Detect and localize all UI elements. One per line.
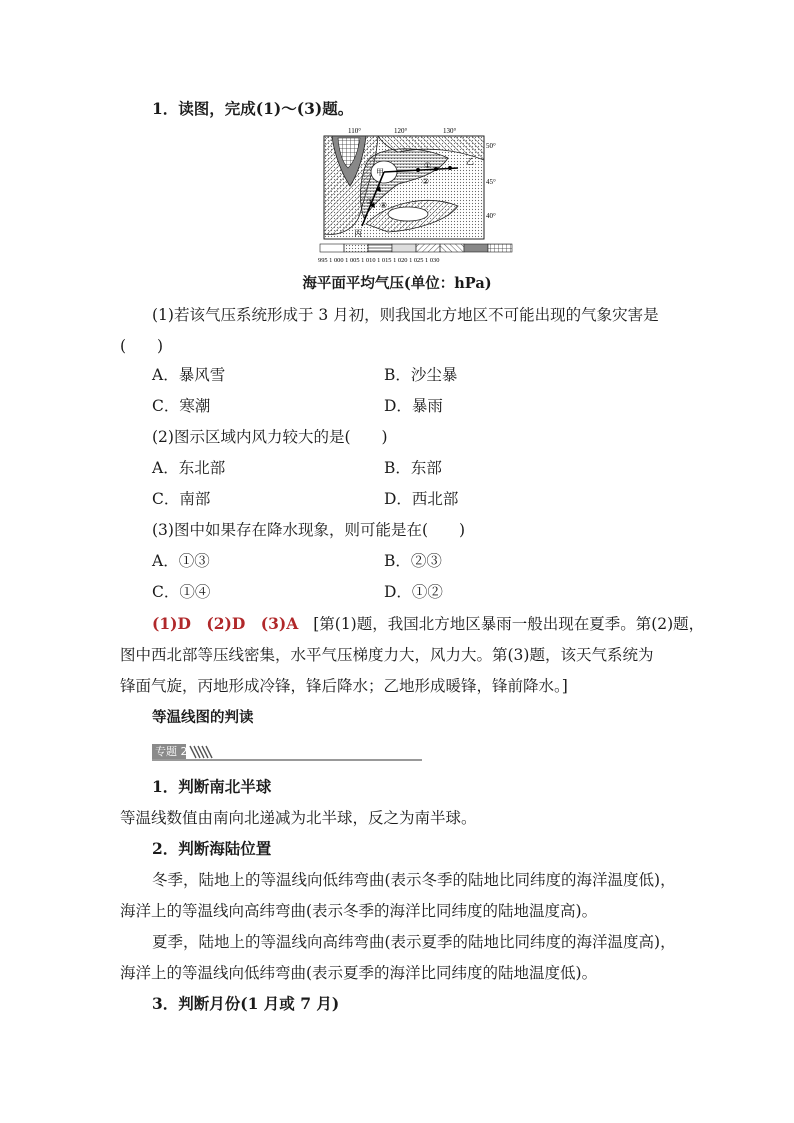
q3-option-a: A．①③ xyxy=(152,552,210,570)
s3-title: 3．判断月份(1 月或 7 月) xyxy=(152,994,340,1013)
q1-stem: (1)若该气压系统形成于 3 月初，则我国北方地区不可能出现的气象灾害是 xyxy=(152,306,659,324)
marker-2: ② xyxy=(422,177,430,186)
lon-label-120: 120° xyxy=(394,127,408,135)
q1-option-a: A．暴风雪 xyxy=(152,366,226,384)
s2-p1-line1: 冬季，陆地上的等温线向低纬弯曲(表示冬季的陆地比同纬度的海洋温度低)， xyxy=(152,871,676,889)
q2-option-b: B．东部 xyxy=(384,459,442,477)
marker-3: ③ xyxy=(366,197,374,206)
lon-label-110: 110° xyxy=(348,127,362,135)
q3-stem: (3)图中如果存在降水现象，则可能是在( ) xyxy=(152,521,466,539)
q1-option-c: C．寒潮 xyxy=(152,397,211,415)
q1-answer-paren: ( ) xyxy=(120,337,164,355)
place-label-jia: 甲 xyxy=(376,168,384,177)
question-1-title: 1．读图，完成(1)～(3)题。 xyxy=(152,99,354,118)
s2-title: 2．判断海陆位置 xyxy=(152,839,272,858)
pressure-legend xyxy=(320,244,512,252)
s2-p1-line2: 海洋上的等温线向高纬弯曲(表示冬季的海洋比同纬度的陆地温度高)。 xyxy=(120,902,598,920)
s1-text: 等温线数值由南向北递减为北半球，反之为南半球。 xyxy=(120,809,477,827)
answer-explanation-3: 锋面气旋，丙地形成冷锋，锋后降水；乙地形成暖锋，锋前降水。] xyxy=(120,677,568,695)
q1-option-b: B．沙尘暴 xyxy=(384,366,458,384)
section-title: 等温线图的判读 xyxy=(152,709,254,726)
pressure-map-figure xyxy=(318,124,514,266)
place-label-bing: 丙 xyxy=(354,229,362,238)
lat-label-50: 50° xyxy=(486,142,496,150)
topic-banner xyxy=(152,742,422,762)
topic-banner-label: 专题 2 xyxy=(155,745,188,758)
s2-p2-line2: 海洋上的等温线向低纬弯曲(表示夏季的海洋比同纬度的陆地温度低)。 xyxy=(120,964,598,982)
q3-option-d: D．①② xyxy=(384,583,443,601)
map-caption: 海平面平均气压(单位：hPa) xyxy=(302,275,492,292)
front-mark xyxy=(434,167,438,171)
pressure-map xyxy=(318,124,514,266)
answer-line-1 xyxy=(152,613,704,635)
lat-label-45: 45° xyxy=(486,178,496,186)
south-ellipse xyxy=(388,207,428,221)
q1-option-d: D．暴雨 xyxy=(384,397,443,415)
s2-p2-line1: 夏季，陆地上的等温线向高纬弯曲(表示夏季的陆地比同纬度的海洋温度高)， xyxy=(152,933,676,951)
front-mark xyxy=(416,168,420,172)
q2-option-c: C．南部 xyxy=(152,490,211,508)
q2-option-a: A．东北部 xyxy=(152,459,226,477)
front-mark xyxy=(448,166,452,170)
answer-explanation-2: 图中西北部等压线密集，水平气压梯度力大，风力大。第(3)题，该天气系统为 xyxy=(120,646,654,664)
marker-4: ④ xyxy=(380,201,388,210)
legend-values: 995 1 000 1 005 1 010 1 015 1 020 1 025 1 030 xyxy=(318,257,440,264)
q3-option-b: B．②③ xyxy=(384,552,442,570)
lat-label-40: 40° xyxy=(486,212,496,220)
q2-stem: (2)图示区域内风力较大的是( ) xyxy=(152,428,388,446)
answer-keys: (1)D (2)D (3)A xyxy=(152,614,299,633)
q2-option-d: D．西北部 xyxy=(384,490,459,508)
s1-title: 1．判断南北半球 xyxy=(152,777,272,796)
place-label-yi: 乙 xyxy=(466,157,474,166)
answer-explanation-1: [第(1)题，我国北方地区暴雨一般出现在夏季。第(2)题， xyxy=(313,615,705,633)
marker-1: ① xyxy=(424,161,432,170)
q3-option-c: C．①④ xyxy=(152,583,211,601)
lon-label-130: 130° xyxy=(443,127,457,135)
